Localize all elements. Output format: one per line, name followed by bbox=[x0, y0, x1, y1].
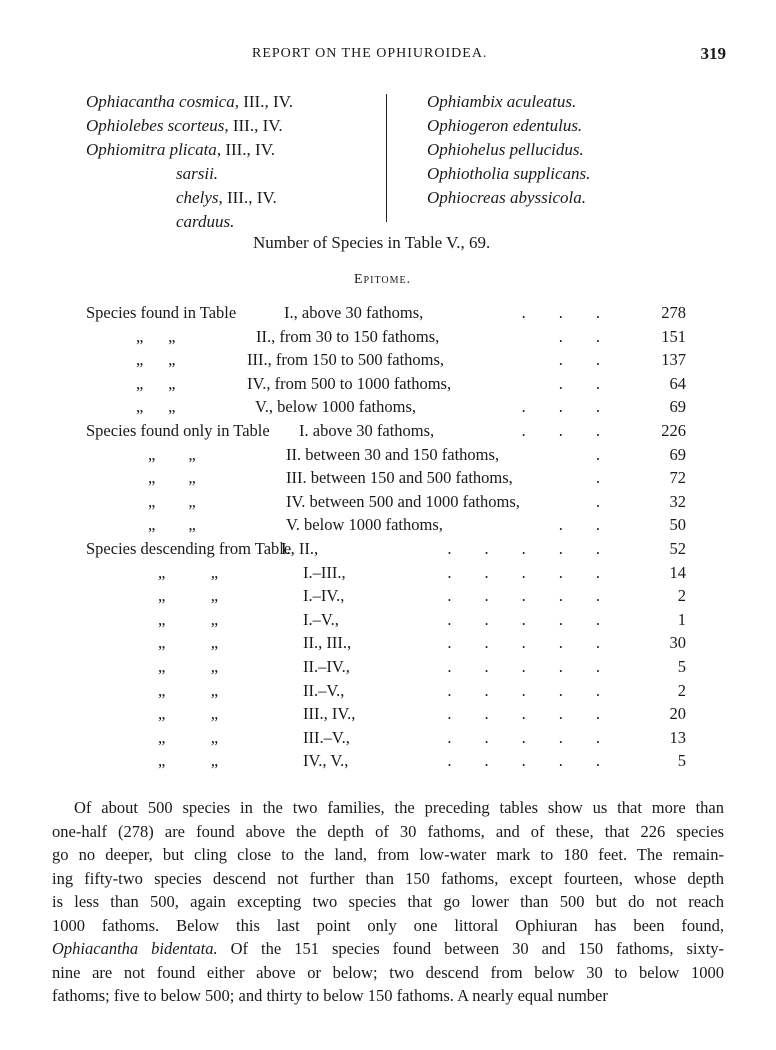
epitome-row-label: „ „ bbox=[148, 491, 196, 511]
body-paragraph bbox=[52, 796, 724, 1008]
epitome-row-value: 278 bbox=[661, 303, 686, 322]
epitome-row-leader: . . . . . bbox=[447, 633, 600, 653]
epitome-row-value: 5 bbox=[677, 657, 686, 676]
epitome-row-table: II.–V., bbox=[303, 680, 345, 700]
paragraph-line: 1000 fathoms. Below this last point only one littoral Ophiuran has been found, bbox=[52, 915, 724, 935]
epitome-row-label: „ „ bbox=[148, 468, 196, 488]
epitome-row-label: „ „ bbox=[136, 350, 176, 370]
species-entry: carduus. bbox=[176, 212, 235, 231]
epitome-row-table: V., below 1000 fathoms, bbox=[255, 397, 417, 417]
epitome-row-leader: . . . . . bbox=[447, 657, 600, 676]
epitome-row-label: „ „ bbox=[158, 680, 219, 700]
epitome-row bbox=[0, 751, 776, 775]
epitome-row-value: 5 bbox=[677, 751, 686, 771]
epitome-row-value: 14 bbox=[669, 562, 686, 582]
epitome-row-table: II., from 30 to 150 fathoms, bbox=[256, 326, 440, 346]
epitome-row-value: 72 bbox=[669, 468, 686, 488]
species-list-right bbox=[427, 90, 590, 210]
epitome-row-table: II. between 30 and 150 fathoms, bbox=[286, 444, 500, 464]
running-header: REPORT ON THE OPHIUROIDEA. bbox=[252, 46, 488, 61]
epitome-row-leader: . . . bbox=[521, 303, 600, 322]
epitome-row-table: V. below 1000 fathoms, bbox=[286, 515, 443, 535]
epitome-row-table: III.–V., bbox=[303, 727, 350, 747]
epitome-row bbox=[0, 633, 776, 657]
epitome-row-leader: . . bbox=[558, 515, 600, 535]
epitome-row-value: 50 bbox=[669, 515, 686, 535]
epitome-row-value: 2 bbox=[677, 586, 686, 606]
epitome-row bbox=[0, 468, 776, 492]
epitome-row-leader: . . . . . bbox=[447, 539, 600, 558]
epitome-row-table: I.–III., bbox=[303, 562, 346, 582]
species-entry: sarsii. bbox=[176, 164, 219, 183]
epitome-row-value: 32 bbox=[669, 491, 686, 511]
epitome-row-value: 20 bbox=[669, 704, 686, 724]
epitome-row-leader: . . . . . bbox=[447, 680, 600, 700]
epitome-row-table: IV., from 500 to 1000 fathoms, bbox=[247, 373, 452, 393]
species-entry: Ophiogeron edentulus. bbox=[427, 116, 583, 135]
epitome-row bbox=[0, 492, 776, 516]
epitome-row-table: II.–IV., bbox=[303, 657, 350, 676]
epitome-row-label: „ „ bbox=[158, 704, 219, 724]
epitome-row bbox=[0, 303, 776, 327]
epitome-row-table: IV. between 500 and 1000 fathoms, bbox=[286, 491, 520, 511]
page-number: 319 bbox=[700, 44, 726, 63]
epitome-row-leader: . . . . . bbox=[447, 727, 600, 747]
paragraph-line: Of about 500 species in the two families, the preceding tables show us that more than bbox=[74, 798, 724, 817]
epitome-row-value: 52 bbox=[669, 539, 686, 558]
paragraph-line: go no deeper, but cling close to the land, from low-water mark to 180 feet. The remain- bbox=[52, 845, 724, 864]
epitome-row-value: 226 bbox=[661, 421, 686, 440]
epitome-row-table: III., from 150 to 500 fathoms, bbox=[247, 350, 445, 370]
epitome-row-table: III. between 150 and 500 fathoms, bbox=[286, 468, 513, 488]
epitome-row bbox=[0, 421, 776, 445]
epitome-row bbox=[0, 610, 776, 634]
epitome-row-table: IV., V., bbox=[303, 751, 349, 771]
epitome-row-label: „ „ bbox=[158, 657, 219, 676]
epitome-row-label: „ „ bbox=[158, 562, 219, 582]
species-count: Number of Species in Table V., 69. bbox=[253, 233, 491, 252]
epitome-row-table: II., III., bbox=[303, 633, 352, 653]
epitome-row-leader: . . . . . bbox=[447, 751, 600, 771]
epitome-heading: Epitome. bbox=[354, 272, 412, 287]
epitome-row-leader: . bbox=[595, 468, 600, 488]
epitome-row-leader: . . bbox=[558, 373, 600, 393]
species-entry: Ophiacantha cosmica, III., IV. bbox=[86, 92, 293, 111]
epitome-row-leader: . . . . . bbox=[447, 609, 600, 629]
epitome-row-table: I.–IV., bbox=[303, 586, 345, 606]
paragraph-line: nine are not found either above or below; two descend from below 30 to below 1000 bbox=[52, 962, 724, 982]
epitome-row bbox=[0, 704, 776, 728]
epitome-row bbox=[0, 728, 776, 752]
epitome-row bbox=[0, 657, 776, 681]
epitome-row-leader: . bbox=[595, 491, 600, 511]
epitome-row-leader: . . . . . bbox=[447, 562, 600, 582]
epitome-row-table: I., above 30 fathoms, bbox=[284, 303, 424, 322]
epitome-row bbox=[0, 445, 776, 469]
species-entry: Ophiolebes scorteus, III., IV. bbox=[86, 116, 283, 135]
paragraph-line: one-half (278) are found above the depth of 30 fathoms, and of these, that 226 species bbox=[52, 821, 724, 841]
paragraph-line: ing fifty-two species descend not further than 150 fathoms, except fourteen, whose depth bbox=[52, 868, 724, 888]
paragraph-line: Ophiacantha bidentata. Of the 151 species found between 30 and 150 fathoms, sixty- bbox=[52, 939, 725, 958]
epitome-row bbox=[0, 681, 776, 705]
epitome-row-leader: . bbox=[595, 444, 600, 464]
epitome-row-label: „ „ bbox=[136, 373, 176, 393]
species-entry: Ophiocreas abyssicola. bbox=[427, 188, 586, 207]
epitome-row-value: 151 bbox=[661, 326, 686, 346]
epitome-row-value: 69 bbox=[669, 397, 686, 417]
epitome-row-label: „ „ bbox=[158, 633, 219, 653]
paragraph-line: is less than 500, again excepting two species that go lower than 500 but do not reach bbox=[52, 892, 724, 911]
epitome-row bbox=[0, 586, 776, 610]
epitome-row-value: 137 bbox=[661, 350, 686, 370]
epitome-row-leader: . . bbox=[558, 326, 600, 346]
species-entry: chelys, III., IV. bbox=[176, 188, 277, 207]
epitome-row bbox=[0, 350, 776, 374]
epitome-row-leader: . . . . . bbox=[447, 586, 600, 606]
epitome-row-label: „ „ bbox=[158, 727, 219, 747]
epitome-row-table: III., IV., bbox=[303, 704, 356, 724]
epitome-row-value: 13 bbox=[669, 727, 686, 747]
epitome-row-label: Species found only in Table bbox=[86, 421, 270, 440]
epitome-row-value: 1 bbox=[677, 609, 686, 629]
species-entry: Ophiomitra plicata, III., IV. bbox=[86, 140, 276, 159]
epitome-row-leader: . . . bbox=[521, 421, 600, 440]
epitome-row-table: I. above 30 fathoms, bbox=[299, 421, 435, 440]
epitome-row-label: „ „ bbox=[158, 751, 219, 771]
epitome-row-label: „ „ bbox=[148, 515, 196, 535]
epitome-row bbox=[0, 374, 776, 398]
epitome-row-label: „ „ bbox=[148, 444, 196, 464]
epitome-row bbox=[0, 539, 776, 563]
epitome-row-label: „ „ bbox=[158, 609, 219, 629]
epitome-row-label: „ „ bbox=[136, 397, 176, 417]
species-list-left bbox=[86, 90, 293, 234]
epitome-row-label: Species descending from Table bbox=[86, 539, 292, 558]
epitome-row-value: 2 bbox=[677, 680, 686, 700]
epitome-row-leader: . . . . . bbox=[447, 704, 600, 724]
epitome-row-leader: . . . bbox=[521, 397, 600, 417]
paragraph-line: fathoms; five to below 500; and thirty to below 150 fathoms. A nearly equal number bbox=[52, 986, 608, 1005]
epitome-row bbox=[0, 563, 776, 587]
species-entry: Ophiambix aculeatus. bbox=[427, 92, 577, 111]
species-entry: Ophiotholia supplicans. bbox=[427, 164, 591, 183]
epitome-row-value: 30 bbox=[669, 633, 686, 653]
species-entry: Ophiohelus pellucidus. bbox=[427, 140, 584, 159]
epitome-row-label: „ „ bbox=[158, 586, 219, 606]
column-divider bbox=[386, 94, 387, 222]
epitome-row-table: I., II., bbox=[281, 539, 319, 558]
epitome-row-value: 64 bbox=[669, 373, 686, 393]
epitome-row bbox=[0, 515, 776, 539]
epitome-row-table: I.–V., bbox=[303, 609, 339, 629]
epitome-row-value: 69 bbox=[669, 444, 686, 464]
epitome-row-leader: . . bbox=[558, 350, 600, 370]
epitome-row-label: „ „ bbox=[136, 326, 176, 346]
epitome-row bbox=[0, 397, 776, 421]
epitome-row bbox=[0, 327, 776, 351]
epitome-row-label: Species found in Table bbox=[86, 303, 237, 322]
